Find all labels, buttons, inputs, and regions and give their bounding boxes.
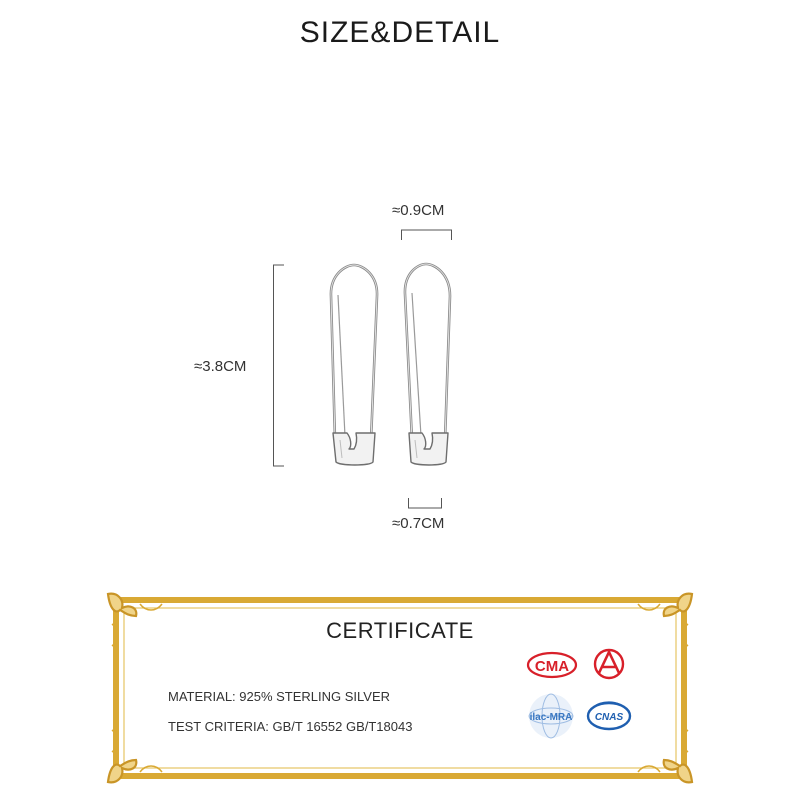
ilac-mra-logo-text: ilac-MRA	[529, 712, 573, 723]
ilac-mra-logo	[529, 694, 573, 738]
dimension-bracket-top	[402, 230, 452, 240]
dimension-width-top-label: ≈0.9CM	[392, 202, 445, 219]
cma-logo-text: CMA	[534, 658, 570, 675]
safety-pin-earring-right	[405, 264, 450, 465]
dimension-bracket-bottom	[409, 498, 442, 508]
cma-logo	[528, 653, 576, 677]
certificate-title: CERTIFICATE	[326, 618, 474, 643]
material-text: MATERIAL: 925% STERLING SILVER	[168, 689, 391, 704]
dimension-bracket-height	[274, 265, 285, 466]
page-title: SIZE&DETAIL	[299, 16, 501, 49]
cnas-logo-text: CNAS	[594, 712, 624, 723]
cal-logo	[595, 650, 623, 678]
dimension-width-bottom-label: ≈0.7CM	[392, 515, 445, 532]
dimension-height-label: ≈3.8CM	[194, 358, 247, 375]
test-criteria-text: TEST CRITERIA: GB/T 16552 GB/T18043	[168, 719, 413, 734]
cnas-logo	[588, 702, 630, 729]
safety-pin-earring-left	[331, 265, 377, 465]
